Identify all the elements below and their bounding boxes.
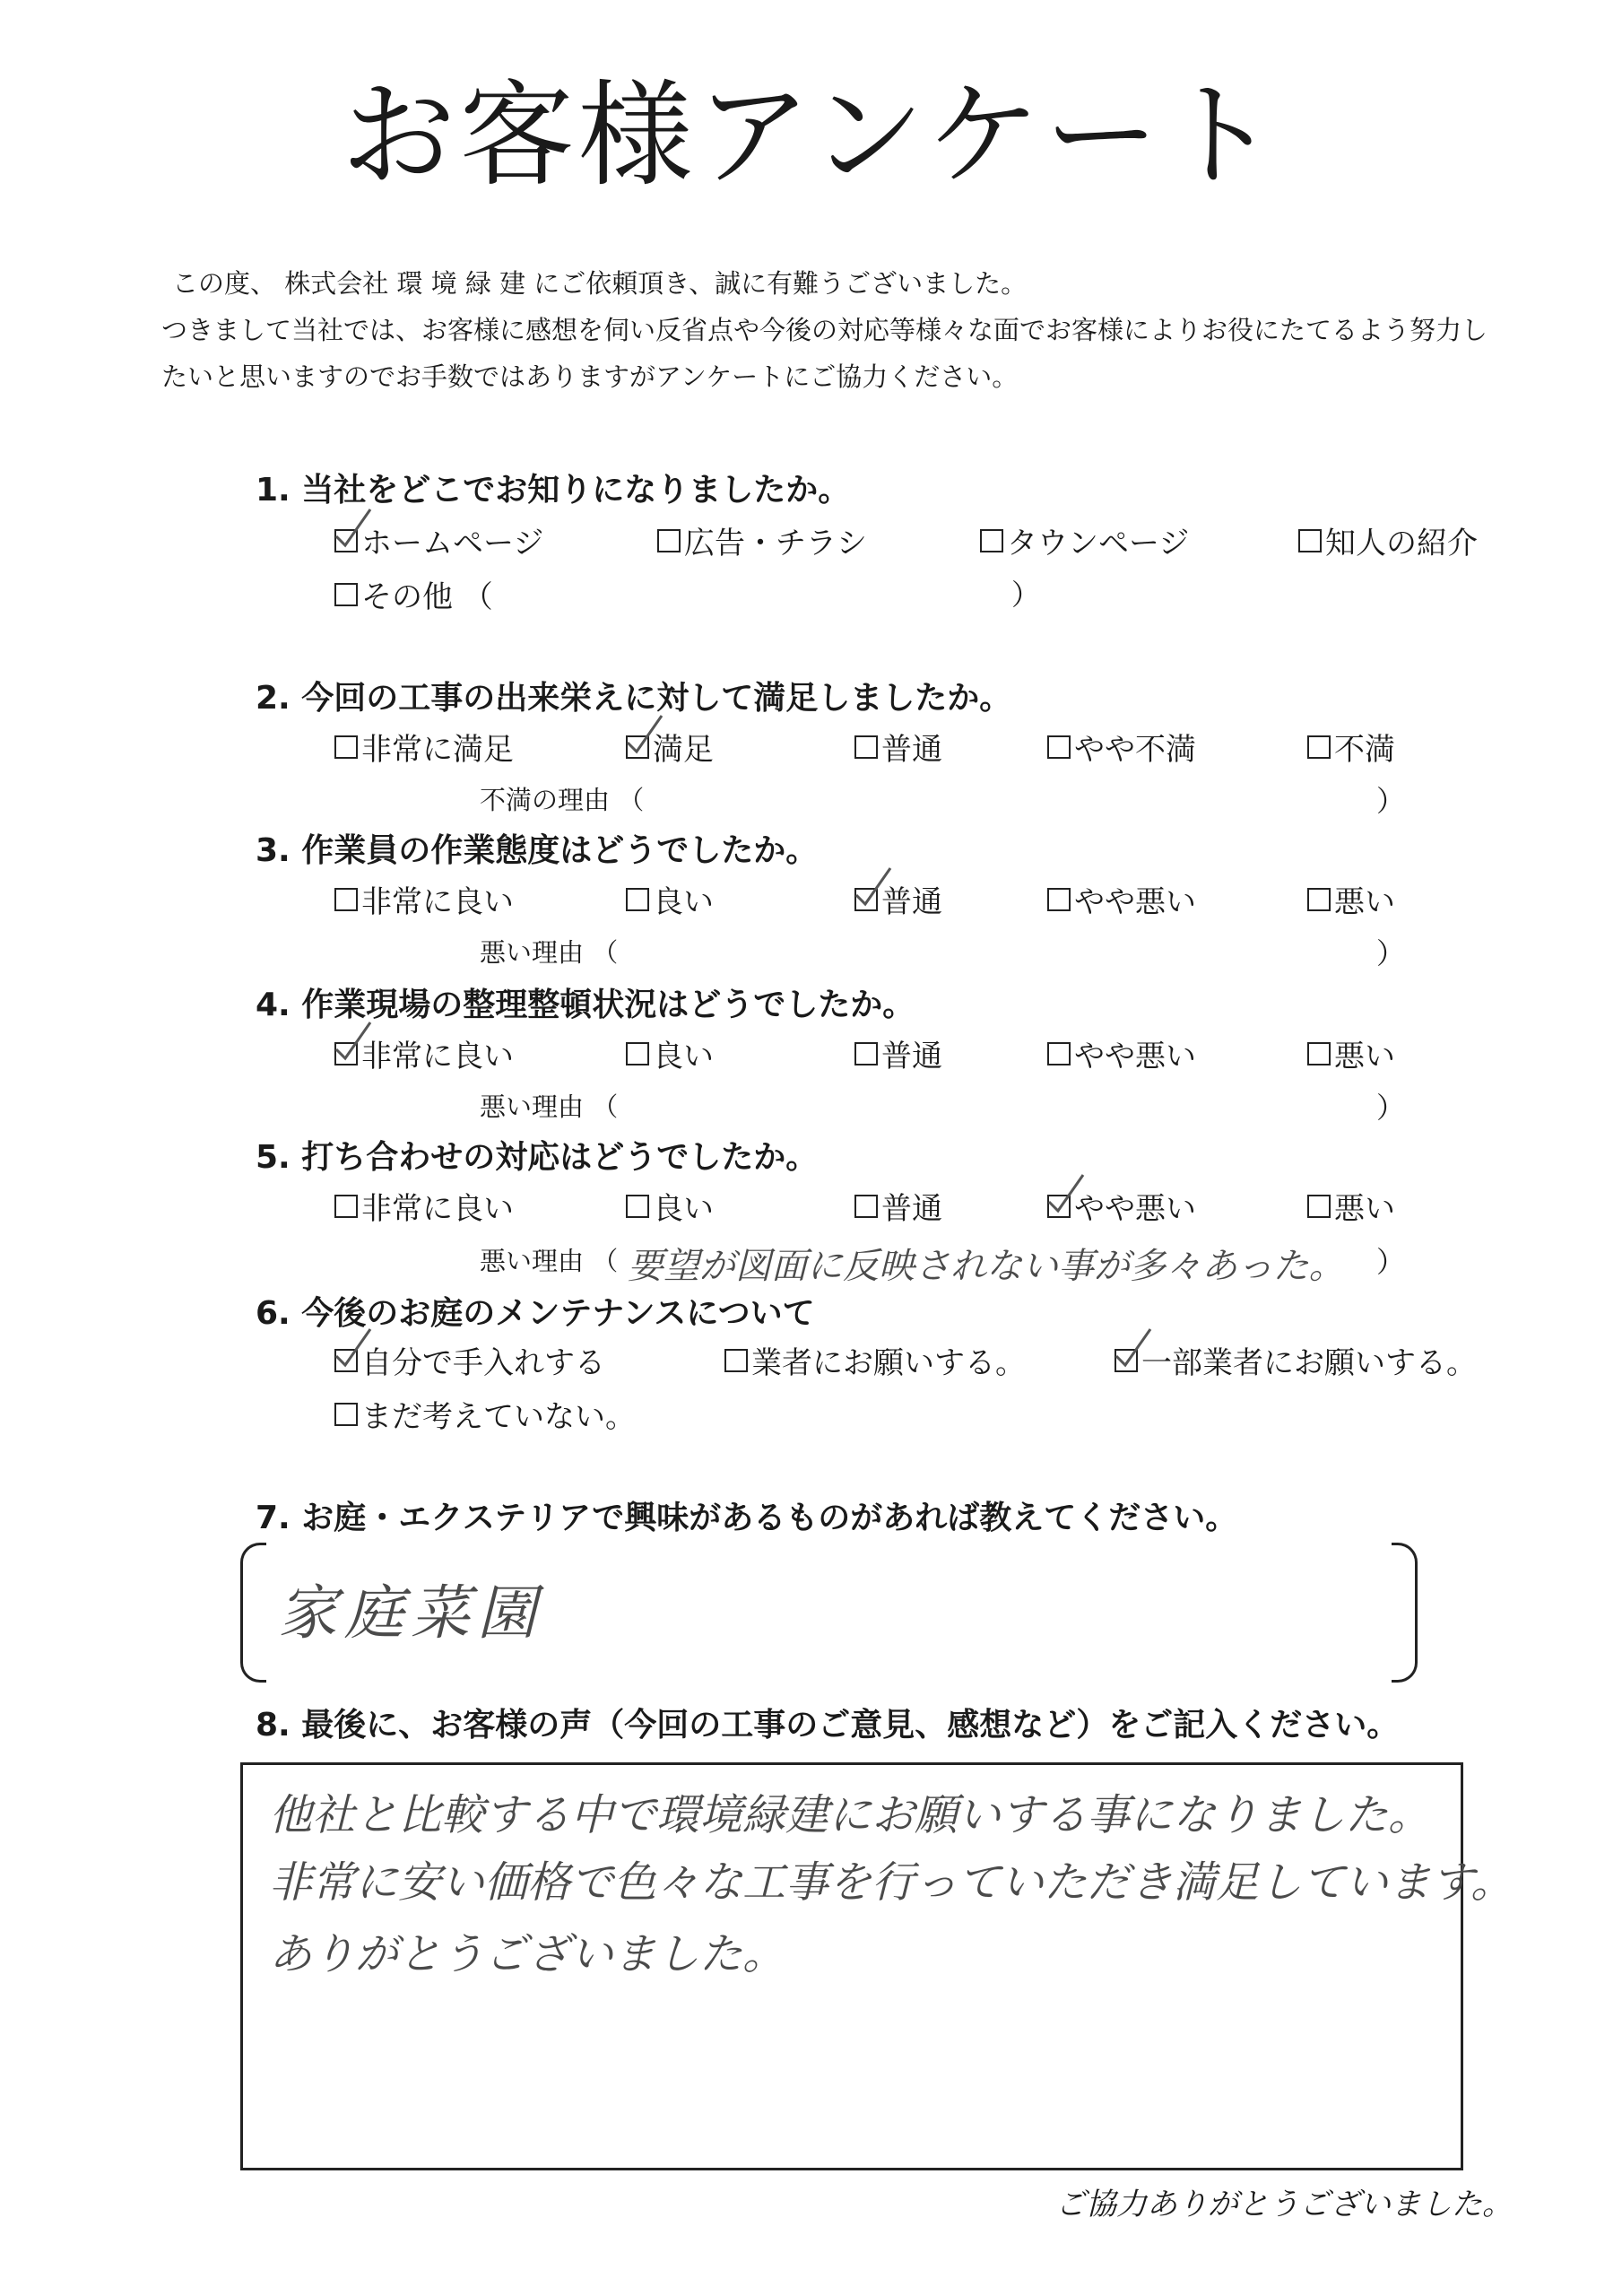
q3-option-slightly-bad[interactable]: やや悪い — [1047, 877, 1196, 921]
checkbox[interactable] — [1047, 735, 1071, 759]
q2-option-normal[interactable]: 普通 — [854, 725, 942, 769]
q3-reason-close: ） — [1376, 936, 1406, 970]
q2-option-dissatisfied[interactable]: 不満 — [1307, 725, 1395, 769]
q5-reason-close: ） — [1376, 1245, 1406, 1279]
checkbox[interactable] — [1047, 888, 1071, 911]
q4-option-slightly-bad[interactable]: やや悪い — [1047, 1031, 1196, 1075]
checkbox[interactable] — [1307, 735, 1331, 759]
checkbox[interactable] — [626, 1195, 649, 1218]
question-1: 1. 当社をどこでお知りになりましたか。 — [256, 472, 851, 509]
footer-thanks: ご協力ありがとうございました。 — [1055, 2187, 1513, 2222]
q8-answer-line-2: 非常に安い価格で色々な工事を行っていただき満足しています。 — [269, 1857, 1514, 1908]
checkbox[interactable] — [334, 583, 358, 606]
q5-option-normal[interactable]: 普通 — [854, 1184, 942, 1228]
question-5: 5. 打ち合わせの対応はどうでしたか。 — [256, 1139, 819, 1176]
q2-option-very-satisfied[interactable]: 非常に満足 — [334, 725, 514, 769]
intro-text — [161, 260, 1524, 400]
q2-reason-label: 不満の理由 （ — [480, 785, 645, 815]
checkbox[interactable] — [1307, 1042, 1331, 1065]
checkbox[interactable] — [854, 1195, 878, 1218]
intro-line-3: たいと思いますのでお手数ではありますがアンケートにご協力ください。 — [161, 361, 1019, 392]
q6-option-contractor[interactable]: 業者にお願いする。 — [724, 1338, 1026, 1382]
q7-answer-handwritten[interactable]: 家庭菜園 — [278, 1578, 543, 1648]
q1-option-townpage[interactable]: タウンページ — [980, 518, 1189, 562]
checkbox-checked[interactable] — [334, 529, 358, 552]
checkbox[interactable] — [980, 529, 1003, 552]
q5-option-very-good[interactable]: 非常に良い — [334, 1184, 514, 1228]
q4-option-normal[interactable]: 普通 — [854, 1031, 942, 1075]
question-8: 8. 最後に、お客様の声（今回の工事のご意見、感想など）をご記入ください。 — [256, 1707, 1400, 1744]
checkbox-checked[interactable] — [334, 1349, 358, 1372]
q5-reason-handwritten: 要望が図面に反映されない事が多々あった。 — [628, 1246, 1345, 1287]
q3-reason-label: 悪い理由 （ — [480, 937, 619, 968]
checkbox[interactable] — [334, 1195, 358, 1218]
checkbox[interactable] — [334, 888, 358, 911]
q7-answer-bracket-left — [240, 1543, 266, 1683]
question-7: 7. お庭・エクステリアで興味があるものがあれば教えてください。 — [256, 1500, 1238, 1536]
checkbox[interactable] — [1307, 1195, 1331, 1218]
q4-option-bad[interactable]: 悪い — [1307, 1031, 1395, 1075]
q4-option-very-good[interactable]: 非常に良い — [334, 1031, 514, 1075]
checkbox-checked[interactable] — [854, 888, 878, 911]
q6-option-undecided[interactable]: まだ考えていない。 — [334, 1392, 636, 1436]
checkbox[interactable] — [626, 1042, 649, 1065]
q5-option-slightly-bad[interactable]: やや悪い — [1047, 1184, 1196, 1228]
checkbox[interactable] — [724, 1349, 748, 1372]
checkbox[interactable] — [1307, 888, 1331, 911]
survey-title: お客様アンケート — [341, 69, 1281, 203]
checkbox[interactable] — [334, 1403, 358, 1426]
q5-option-good[interactable]: 良い — [626, 1184, 714, 1228]
question-2: 2. 今回の工事の出来栄えに対して満足しましたか。 — [256, 680, 1012, 717]
checkbox-checked[interactable] — [334, 1042, 358, 1065]
checkbox[interactable] — [626, 888, 649, 911]
q1-other-close: ） — [1011, 578, 1041, 612]
q4-reason-close: ） — [1376, 1091, 1406, 1125]
q2-option-slightly-dissatisfied[interactable]: やや不満 — [1047, 725, 1196, 769]
q8-answer-line-3: ありがとうございました。 — [269, 1929, 786, 1979]
q2-reason-close: ） — [1376, 784, 1406, 818]
checkbox[interactable] — [1047, 1042, 1071, 1065]
checkbox[interactable] — [854, 1042, 878, 1065]
checkbox-checked[interactable] — [1115, 1349, 1138, 1372]
q6-option-partial-contractor[interactable]: 一部業者にお願いする。 — [1115, 1338, 1477, 1382]
q1-option-ad[interactable]: 広告・チラシ — [657, 518, 867, 562]
checkbox[interactable] — [334, 735, 358, 759]
checkbox[interactable] — [1298, 529, 1322, 552]
checkbox-checked[interactable] — [626, 735, 649, 759]
q5-option-bad[interactable]: 悪い — [1307, 1184, 1395, 1228]
q5-reason-label: 悪い理由 （ — [480, 1246, 619, 1276]
q7-answer-bracket-right — [1392, 1543, 1418, 1683]
q3-option-very-good[interactable]: 非常に良い — [334, 877, 514, 921]
checkbox[interactable] — [854, 735, 878, 759]
checkbox-checked[interactable] — [1047, 1195, 1071, 1218]
q1-option-referral[interactable]: 知人の紹介 — [1298, 518, 1478, 562]
q1-option-other[interactable]: その他 （ — [334, 572, 493, 616]
q6-option-self[interactable]: 自分で手入れする — [334, 1338, 605, 1382]
q3-option-normal[interactable]: 普通 — [854, 877, 942, 921]
intro-line-2: つきまして当社では、お客様に感想を伺い反省点や今後の対応等様々な面でお客様によりお役にたてるよう努力し — [161, 315, 1488, 345]
q3-option-good[interactable]: 良い — [626, 877, 714, 921]
question-6: 6. 今後のお庭のメンテナンスについて — [256, 1295, 815, 1332]
q8-answer-line-1: 他社と比較する中で環境緑建にお願いする事になりました。 — [269, 1790, 1432, 1840]
checkbox[interactable] — [657, 529, 681, 552]
q2-option-satisfied[interactable]: 満足 — [626, 725, 714, 769]
q4-reason-label: 悪い理由 （ — [480, 1091, 619, 1122]
question-3: 3. 作業員の作業態度はどうでしたか。 — [256, 832, 819, 869]
question-4: 4. 作業現場の整理整頓状況はどうでしたか。 — [256, 987, 915, 1023]
q4-option-good[interactable]: 良い — [626, 1031, 714, 1075]
q3-option-bad[interactable]: 悪い — [1307, 877, 1395, 921]
intro-line-1: この度、 株式会社 環 境 緑 建 にご依頼頂き、誠に有難うございました。 — [172, 268, 1028, 299]
q1-option-homepage[interactable]: ホームページ — [334, 518, 543, 562]
